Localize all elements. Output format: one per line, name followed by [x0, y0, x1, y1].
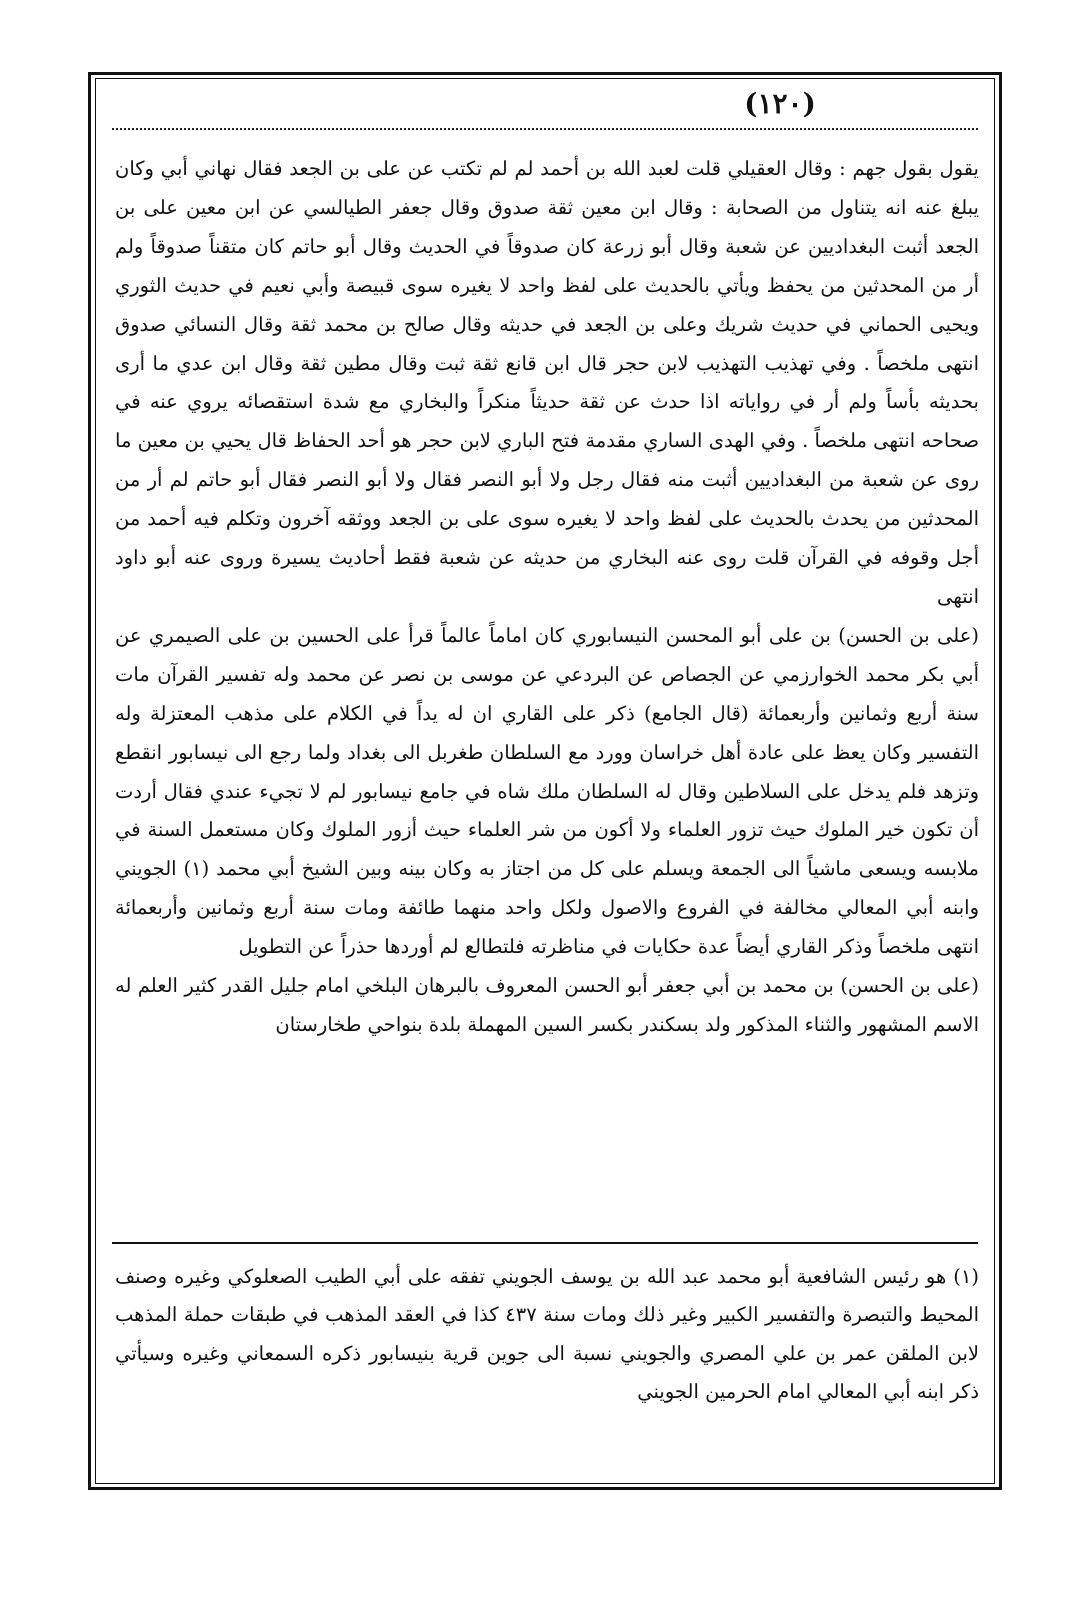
footnote: (١) هو رئيس الشافعية أبو محمد عبد الله بن يوسف الجويني تفقه على أبي الطيب الصعلوكي وغيره وصنف المحيط والتبصرة والتفسير الكبير وغير ذلك ومات سنة ٤٣٧ كذا في العقد المذهب في طبقات حملة المذهب لابن الملقن عمر بن علي المصري والجويني نسبة الى جوين قرية بنيسابور ذكره السمعاني وغيره وسيأتي ذكر ابنه أبي المعالي امام الحرمين الجويني — [115, 1265, 979, 1404]
header-divider — [112, 128, 978, 130]
paragraph: (على بن الحسن) بن على أبو المحسن النيسابوري كان اماماً عالماً قرأ على الحسين بن على الصيمري عن أبي بكر محمد الخوارزمي عن الجصاص عن البردعي عن موسى بن نصر عن محمد وله تفسير القرآن مات سنة أربع وثمانين وأربعمائة (قال الجامع) ذكر على القاري ان له يداً في الكلام على مذهب المعتزلة وله التفسير وكان يعظ على عادة أهل خراسان وورد مع السلطان طغربل الى بغداد ولما رجع الى نيسابور انقطع وتزهد فلم يدخل على السلاطين وقال له السلطان ملك شاه في جامع نيسابور لم لا تجيء عندي فقال أردت أن تكون خير الملوك حيث تزور العلماء ولا أكون من شر العلماء حيث أزور الملوك وكان مستعمل السنة في ملابسه ويسعى ماشياً الى الجمعة ويسلم على كل من اجتاز به وكان بينه وبين الشيخ أبي محمد (١) الجويني وابنه أبي المعالي مخالفة في الفروع والاصول ولكل واحد منهما طائفة ومات سنة أربع وثمانين وأربعمائة انتهى ملخصاً وذكر القاري أيضاً عدة حكايات في مناظرته فلتطالع لم أوردها حذراً عن التطويل — [115, 623, 979, 959]
main-text — [115, 150, 979, 1045]
footnotes — [115, 1258, 979, 1412]
paragraph: يقول بقول جهم : وقال العقيلي قلت لعبد الله بن أحمد لم لم تكتب عن على بن الجعد فقال نهاني أبي وكان يبلغ عنه انه يتناول من الصحابة : وقال ابن معين ثقة صدوق وقال جعفر الطيالسي عن ابن معين على بن الجعد أثبت البغداديين عن شعبة وقال أبو زرعة كان صدوقاً في الحديث وقال أبو حاتم كان متقناً صدوقاً ولم أر من المحدثين من يحفظ ويأتي بالحديث على لفظ واحد لا يغيره سوى قبيصة وأبي نعيم في حديث الثوري ويحيى الحماني في حديث شريك وعلى بن الجعد في حديثه وقال صالح بن محمد ثقة وقال النسائي صدوق انتهى ملخصاً . وفي تهذيب التهذيب لابن حجر قال ابن قانع ثقة ثبت وقال مطين ثقة وقال ابن عدي ما أرى بحديثه بأساً ولم أر في رواياته اذا حدث عن ثقة حديثاً منكراً والبخاري مع شدة استقصائه يروي عنه في صحاحه انتهى ملخصاً . وفي الهدى الساري مقدمة فتح الباري لابن حجر هو أحد الحفاظ قال يحيي بن معين ما روى عن شعبة من البغداديين أثبت منه فقال رجل ولا أبو النصر فقال ولا أبو النصر فقال أبو حاتم لم أر من المحدثين من يحدث بالحديث على لفظ واحد لا يغيره سوى على بن الجعد ووثقه آخرون وتكلم فيه أحمد من أجل وقوفه في القرآن قلت روى عنه البخاري من حديثه عن شعبة فقط أحاديث يسيرة وروى عنه أبو داود انتهى — [115, 157, 979, 608]
page-number: (١٢٠) — [744, 87, 816, 120]
footnote-divider — [112, 1242, 978, 1244]
paragraph: (على بن الحسن) بن محمد بن أبي جعفر أبو الحسن المعروف بالبرهان البلخي امام جليل القدر كثير العلم له الاسم المشهور والثناء المذكور ولد بسكندر بكسر السين المهملة بلدة بنواحي طخارستان — [115, 974, 979, 1036]
